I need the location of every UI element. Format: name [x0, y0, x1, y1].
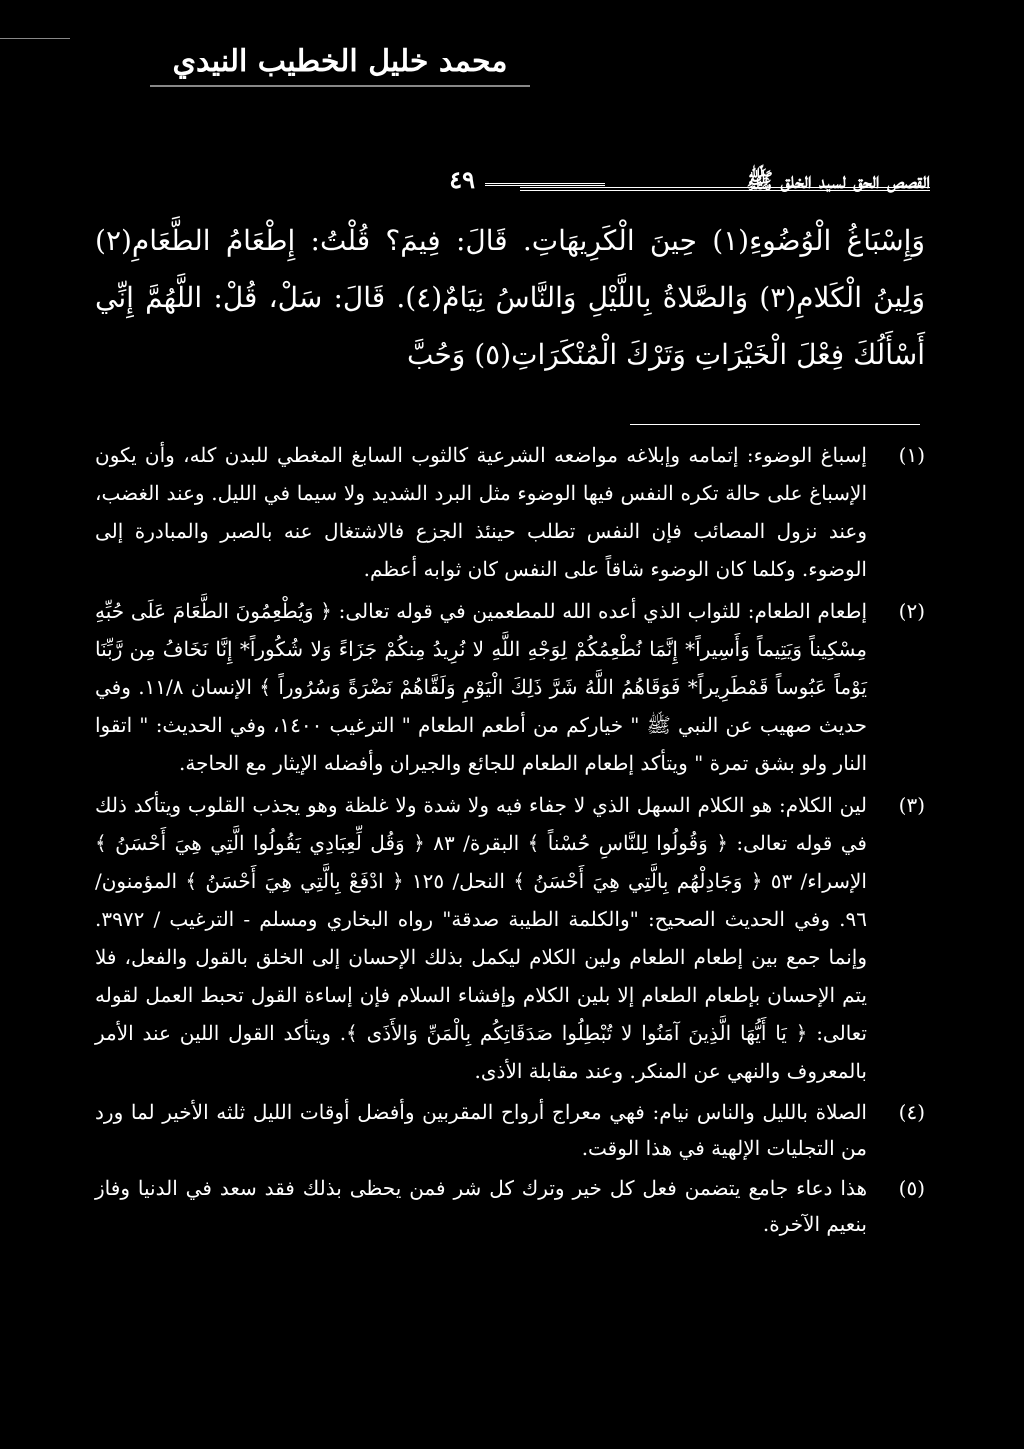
page-number: ٤٩ — [449, 165, 475, 194]
footnote-text: إسباغ الوضوء: إتمامه وإبلاغه مواضعه الشرعية كالثوب السابغ المغطي للبدن كله، وأن يكون الإسباغ على حالة تكره النفس فيها الوضوء مثل البرد الشديد ولا سيما في الليل. وعند الغضب، وعند نزول المصائب فإن النفس تطلب حينئذ الجزع فالاشتغال عنه بالصبر والمبادرة إلى الوضوء. وكلما كان الوضوء شاقاً على النفس كان ثوابه أعظم. — [95, 443, 867, 581]
main-text: وَإِسْبَاغُ الْوُضُوءِ(١) حِينَ الْكَرِيهَاتِ. قَالَ: فِيمَ؟ قُلْتُ: إِطْعَامُ الطَّعَامِ(٢) وَلِينُ الْكَلامِ(٣) وَالصَّلاةُ بِاللَّيْلِ وَالنَّاسُ نِيَامٌ(٤). قَالَ: سَلْ، قُلْ: اللَّهُمَّ إِنِّي أَسْأَلُكَ فِعْلَ الْخَيْرَاتِ وَتَرْكَ الْمُنْكَرَاتِ(٥) وَحُبَّ — [95, 224, 925, 371]
footnote-number: (١) — [898, 443, 925, 467]
footnote-text: الصلاة بالليل والناس نيام: فهي معراج أرواح المقربين وأفضل أوقات الليل ثلثه الأخير لما ورد من التجليات الإلهية في هذا الوقت. — [95, 1100, 867, 1160]
author-name: محمد خليل الخطيب النيدي — [150, 44, 530, 87]
header-rule — [520, 187, 930, 191]
footnotes — [95, 436, 925, 1246]
header-title: القصص الحق لسيد الخلق ﷺ — [746, 168, 930, 194]
top-rule — [0, 38, 70, 39]
footnote-number: (٤) — [898, 1100, 925, 1124]
footnote-separator — [630, 424, 920, 425]
footnote — [95, 1170, 925, 1242]
footnote-number: (٥) — [898, 1176, 925, 1200]
footnote-number: (٢) — [898, 599, 925, 623]
footnote — [95, 592, 925, 782]
page-header — [150, 165, 930, 205]
footnote — [95, 786, 925, 1090]
footnote — [95, 1094, 925, 1166]
header-rule — [485, 183, 605, 186]
footnote-text: هذا دعاء جامع يتضمن فعل كل خير وترك كل شر فمن يحظى بذلك فقد سعد في الدنيا وفاز بنعيم الآخرة. — [95, 1176, 867, 1236]
footnote-number: (٣) — [898, 793, 925, 817]
footnote-text: إطعام الطعام: للثواب الذي أعده الله للمطعمين في قوله تعالى: ﴿ وَيُطْعِمُونَ الطَّعَامَ عَلَى حُبِّهِ مِسْكِيناً وَيَتِيماً وَأَسِيراً* إِنَّمَا نُطْعِمُكُمْ لِوَجْهِ اللَّهِ لا نُرِيدُ مِنكُمْ جَزَاءً وَلا شُكُوراً* إِنَّا نَخَافُ مِن رَّبِّنَا يَوْماً عَبُوساً قَمْطَرِيراً* فَوَقَاهُمُ اللَّهُ شَرَّ ذَلِكَ الْيَوْمِ وَلَقَّاهُمْ نَضْرَةً وَسُرُوراً ﴾ الإنسان ١١/٨. وفي حديث صهيب عن النبي ﷺ " خياركم من أطعم الطعام " الترغيب ١٤٠٠، وفي الحديث: " اتقوا النار ولو بشق تمرة " ويتأكد إطعام الطعام للجائع والجيران وأفضله الإيثار مع الحاجة. — [95, 599, 867, 775]
footnote-text: لين الكلام: هو الكلام السهل الذي لا جفاء فيه ولا شدة ولا غلظة وهو يجذب القلوب ويتأكد ذلك في قوله تعالى: ﴿ وَقُولُوا لِلنَّاسِ حُسْناً ﴾ البقرة/ ٨٣ ﴿ وَقُل لِّعِبَادِي يَقُولُوا الَّتِي هِيَ أَحْسَنُ ﴾ الإسراء/ ٥٣ ﴿ وَجَادِلْهُم بِالَّتِي هِيَ أَحْسَنُ ﴾ النحل/ ١٢٥ ﴿ ادْفَعْ بِالَّتِي هِيَ أَحْسَنُ ﴾ المؤمنون/ ٩٦. وفي الحديث الصحيح: "والكلمة الطيبة صدقة" رواه البخاري ومسلم - الترغيب / ٣٩٧٢. وإنما جمع بين إطعام الطعام ولين الكلام ليكمل بذلك الإحسان إلى الخلق بالقول والفعل، فلا يتم الإحسان بإطعام الطعام إلا بلين الكلام وإفشاء السلام فإن إساءة القول تحبط العمل لقوله تعالى: ﴿ يَا أَيُّهَا الَّذِينَ آمَنُوا لا تُبْطِلُوا صَدَقَاتِكُم بِالْمَنِّ وَالأَذَى ﴾. ويتأكد القول اللين عند الأمر بالمعروف والنهي عن المنكر. وعند مقابلة الأذى. — [95, 793, 867, 1083]
footnote — [95, 436, 925, 588]
